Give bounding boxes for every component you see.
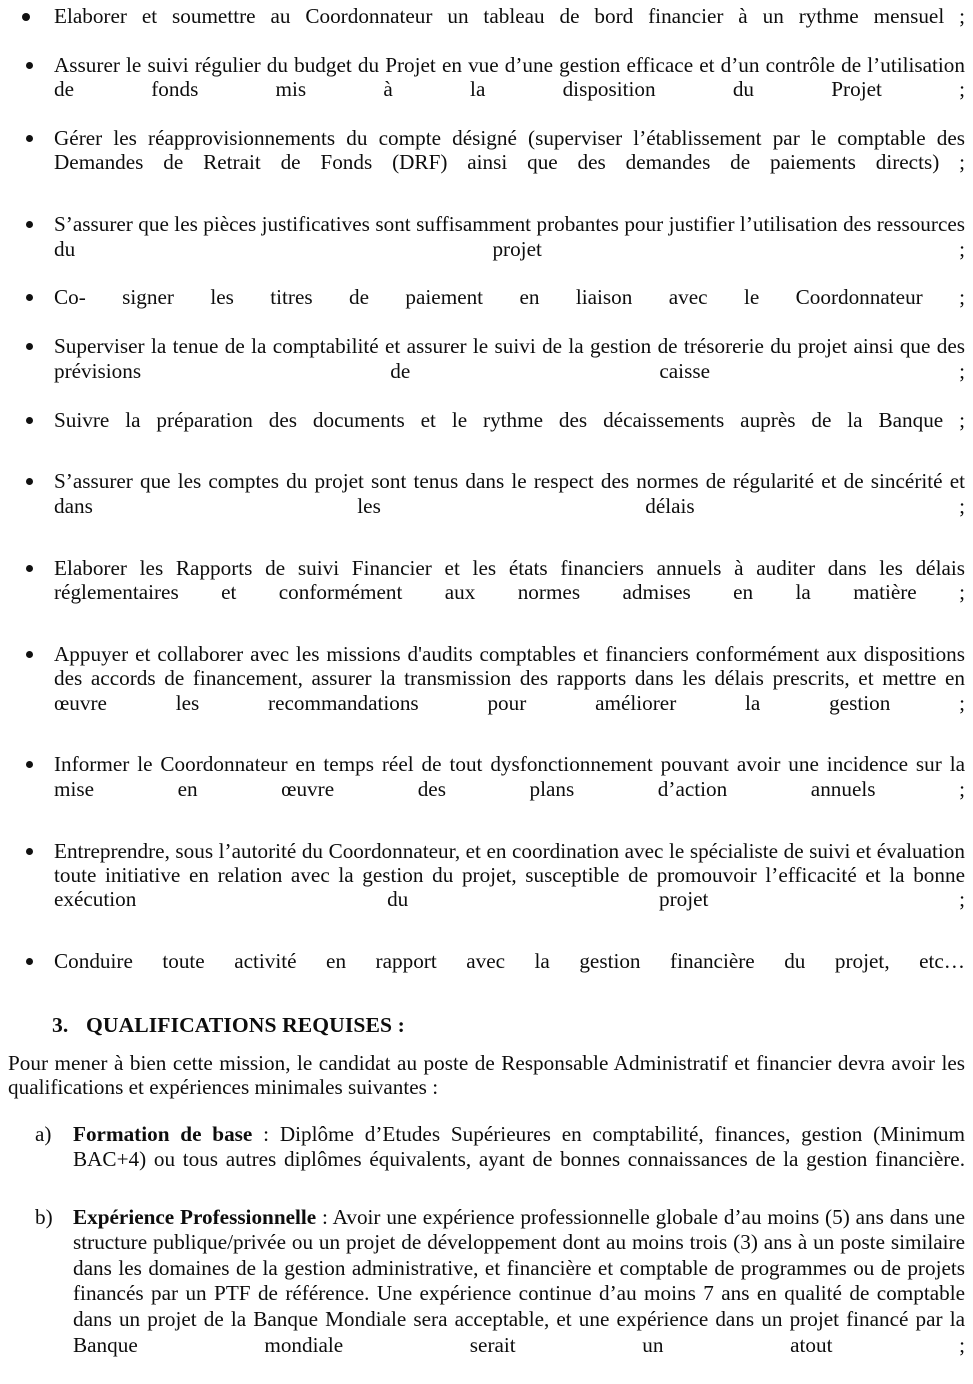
bullet-point-icon <box>26 848 33 855</box>
duty-list-item <box>8 752 965 825</box>
duties-list <box>8 4 965 998</box>
duty-list-item <box>8 4 965 53</box>
bullet-point-icon <box>26 294 33 301</box>
qualification-text: : Diplôme d’Etudes Supérieures en comptabilité, finances, gestion (Minimum BAC+4) ou tous autres diplômes équivalents, ayant de bonnes connaissances de la gestion financière. <box>73 1121 965 1172</box>
bullet-point-icon <box>26 565 33 572</box>
bullet-point-icon <box>26 958 33 965</box>
section-heading-qualifications <box>8 1012 965 1038</box>
qualification-body <box>73 1205 965 1384</box>
duty-text: Conduire toute activité en rapport avec la gestion financière du projet, etc… <box>54 949 965 974</box>
duty-text: Gérer les réapprovisionnements du compte désigné (superviser l’établissement par le comptable des Demandes de Retrait de Fonds (DRF) ainsi que des demandes de paiements directs) ; <box>54 126 965 175</box>
duty-text: Suivre la préparation des documents et le rythme des décaissements auprès de la Banque ; <box>54 407 965 432</box>
qualifications-intro-paragraph: Pour mener à bien cette mission, le candidat au poste de Responsable Administratif et financier devra avoir les qualifications et expériences minimales suivantes : <box>8 1051 965 1100</box>
duty-text: Superviser la tenue de la comptabilité et assurer le suivi de la gestion de trésorerie du projet ainsi que des prévisions de caisse ; <box>54 334 965 383</box>
bullet-point-icon <box>26 135 33 142</box>
duty-text: Elaborer les Rapports de suivi Financier et les états financiers annuels à auditer dans les délais réglementaires et conformément aux normes admises en la matière ; <box>54 555 965 604</box>
duty-text: S’assurer que les comptes du projet sont tenus dans le respect des normes de régularité et de sincérité et dans les délais ; <box>54 469 965 518</box>
qualification-list-item <box>8 1205 965 1384</box>
qualification-text: : Avoir une expérience professionnelle globale d’au moins (5) ans dans une structure publique/privée ou un projet de développement dont au moins trois (3) ans à un poste similaire dans les domaines de la gestion administrative, et financière et comptable de programmes ou de projets financés par un PTF de référence. Une expérience continue d’au moins 7 ans en qualité de comptable dans un projet de la Banque Mondiale sera acceptable, et une expérience dans un projet financé par la Banque mondiale serait un atout ; <box>73 1204 965 1357</box>
duty-list-item <box>8 556 965 629</box>
duty-list-item <box>8 839 965 937</box>
qualification-list-item <box>8 1122 965 1199</box>
qualification-lead-in: Formation de base <box>73 1121 253 1146</box>
duty-list-item <box>8 53 965 126</box>
qualification-lead-in: Expérience Professionnelle <box>73 1204 317 1229</box>
duty-text: Co- signer les titres de paiement en liaison avec le Coordonnateur ; <box>54 285 965 310</box>
bullet-point-icon <box>26 343 33 350</box>
duty-text: S’assurer que les pièces justificatives sont suffisamment probantes pour justifier l’utilisation des ressources du projet ; <box>54 212 965 261</box>
bullet-point-icon <box>26 651 33 658</box>
duty-list-item <box>8 126 965 199</box>
duty-text: Elaborer et soumettre au Coordonnateur un tableau de bord financier à un rythme mensuel ; <box>54 4 965 28</box>
duty-list-item <box>8 469 965 542</box>
duty-list-item <box>8 334 965 407</box>
duty-text: Entreprendre, sous l’autorité du Coordonnateur, et en coordination avec le spécialiste de suivi et évaluation toute initiative en relation avec la gestion du projet, susceptible de promouvoir l’efficacité et la bonne exécution du projet ; <box>54 838 965 912</box>
qualification-marker: a) <box>35 1121 52 1146</box>
bullet-point-icon <box>26 417 33 424</box>
duty-list-item <box>8 285 965 334</box>
bullet-point-icon <box>26 478 33 485</box>
duty-list-item <box>8 642 965 740</box>
qualification-body <box>73 1122 965 1199</box>
duty-list-item <box>8 949 965 998</box>
section-title: QUALIFICATIONS REQUISES : <box>86 1013 405 1038</box>
duty-text: Informer le Coordonnateur en temps réel de tout dysfonctionnement pouvant avoir une incidence sur la mise en œuvre des plans d’action annuels ; <box>54 752 965 801</box>
bullet-point-icon <box>26 761 33 768</box>
duty-list-item <box>8 408 965 457</box>
duty-text: Appuyer et collaborer avec les missions d'audits comptables et financiers conformément aux dispositions des accords de financement, assurer la transmission des rapports dans les délais prescrits, et mettre en œuvre les recommandations pour améliorer la gestion ; <box>54 641 965 715</box>
section-number: 3. <box>52 1013 69 1038</box>
qualifications-list <box>8 1122 965 1384</box>
bullet-point-icon <box>22 13 30 21</box>
duty-text: Assurer le suivi régulier du budget du Projet en vue d’une gestion efficace et d’un contrôle de l’utilisation de fonds mis à la disposition du Projet ; <box>54 52 965 102</box>
bullet-point-icon <box>26 221 33 228</box>
duty-list-item <box>8 212 965 285</box>
bullet-point-icon <box>26 62 33 69</box>
qualification-marker: b) <box>35 1204 53 1229</box>
